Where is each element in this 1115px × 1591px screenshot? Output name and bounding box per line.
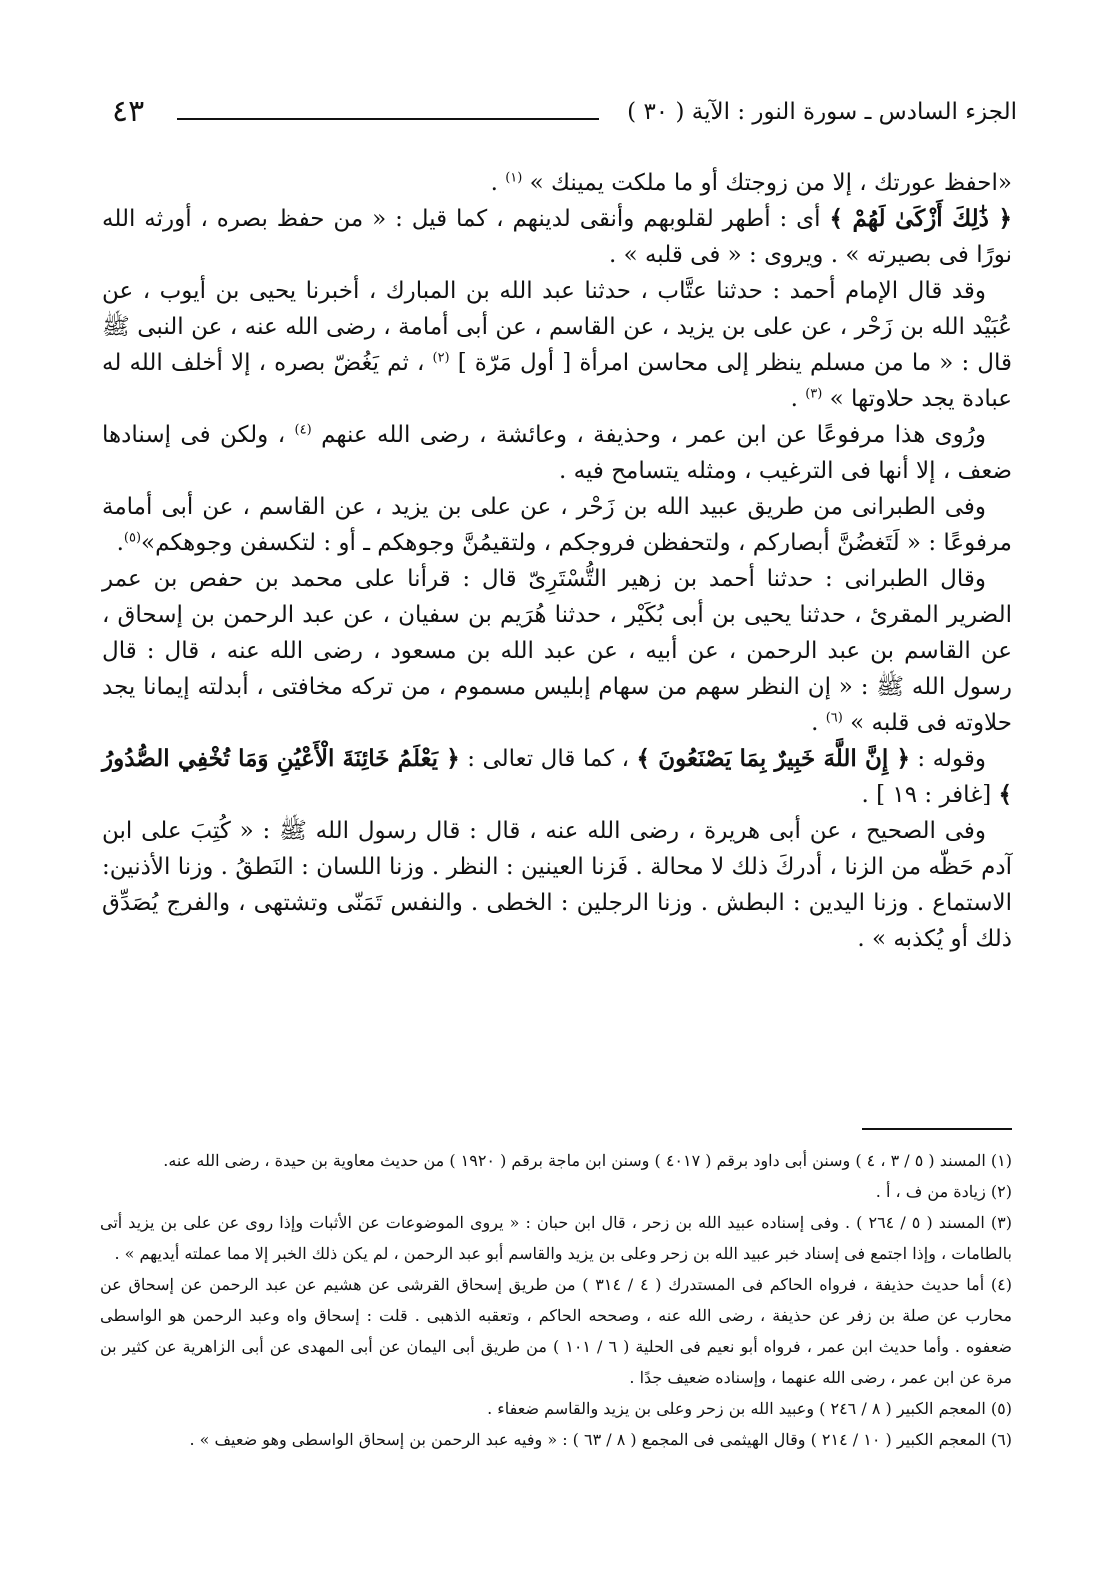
quran-verse-2: ﴿ يَعْلَمُ خَائِنَةَ الْأَعْيُنِ وَمَا تُخْفِي الصُّدُورُ ﴾ [102, 745, 1012, 808]
footnote-ref-5: (٥) [123, 530, 142, 546]
footnote-ref-3: (٣) [805, 386, 823, 402]
paragraph-3-text: وقد قال الإمام أحمد : حدثنا عتَّاب ، حدثنا عبد الله بن المبارك ، أخبرنا يحيى بن أيوب ، عن عُبَيْد الله بن زَحْر ، عن على بن يزيد ، عن القاسم ، عن أبى أمامة ، رضى الله عنه ، عن النبى ﷺ قال : « ما من مسلم ينظر إلى محاسن امرأة [ أول مَرّة ] [102, 278, 1013, 376]
page-header [112, 96, 1017, 132]
paragraph-6 [102, 561, 1012, 741]
paragraph-3-text-2: ، ثم يَغُضّ بصره ، إلا أخلف الله له عبادة يجد حلاوتها » [102, 350, 1012, 412]
paragraph-5-tail: . [116, 530, 124, 556]
paragraph-1-text: «احفظ عورتك ، إلا من زوجتك أو ما ملكت يمينك » [522, 170, 1012, 196]
paragraph-3-tail: . [790, 386, 806, 412]
footnote-5: (٥) المعجم الكبير ( ٨ / ٢٤٦ ) وعبيد الله بن زحر وعلى بن يزيد والقاسم ضعفاء . [487, 1399, 1012, 1418]
paragraph-2-text: أى : أطهر لقلوبهم وأنقى لدينهم ، كما قيل : « من حفظ بصره ، أورثه الله نورًا فى بصيرته » . ويروى : « فى قلبه » . [102, 206, 1012, 268]
paragraph-3 [102, 273, 1012, 417]
footnotes [100, 1145, 1012, 1455]
paragraph-5 [102, 489, 1012, 561]
footnote-separator [862, 1128, 1012, 1130]
header-rule [177, 118, 599, 120]
paragraph-7-tail: [غافر : ١٩ ] . [861, 782, 999, 808]
footnote-3: (٣) المسند ( ٥ / ٢٦٤ ) . وفى إسناده عبيد الله بن زحر ، قال ابن حبان : « يروى الموضوعات عن الأثبات وإذا روى عن على بن يزيد أتى بالطامات ، وإذا اجتمع فى إسناد خبر عبيد الله بن زحر وعلى بن يزيد والقاسم أبو عبد الرحمن ، لم يكن ذلك الخبر إلا مما عملته أيديهم » . [100, 1213, 1012, 1263]
running-title: الجزء السادس ـ سورة النور : الآية ( ٣٠ ) [627, 99, 1017, 125]
main-text [102, 165, 1012, 957]
paragraph-6-text: وقال الطبرانى : حدثنا أحمد بن زهير التُّسْتَرِىّ قال : قرأنا على محمد بن حفص بن عمر الضرير المقرئ ، حدثنا يحيى بن أبى بُكَيْر ، حدثنا هُرَيم بن سفيان ، عن عبد الرحمن بن إسحاق ، عن القاسم بن عبد الرحمن ، عن أبيه ، عن عبد الله بن مسعود ، رضى الله عنه ، قال : قال رسول الله ﷺ : « إن النظر سهم من سهام إبليس مسموم ، من تركه مخافتى ، أبدلته إيمانا يجد حلاوته فى قلبه » [102, 566, 1012, 736]
footnote-2: (٢) زيادة من ف ، أ . [875, 1182, 1012, 1201]
page-number: ٤٣ [112, 94, 145, 129]
paragraph-5-text: وفى الطبرانى من طريق عبيد الله بن زَحْر ، عن على بن يزيد ، عن القاسم ، عن أبى أمامة مرفوعًا : « لَتَغضُنَّ أبصاركم ، ولتحفظن فروجكم ، ولتقيمُنَّ وجوهكم ـ أو : لتكسفن وجوهكم» [102, 494, 1012, 556]
footnote-ref-1: (١) [505, 170, 523, 186]
paragraph-4-text: ورُوى هذا مرفوعًا عن ابن عمر ، وحذيفة ، وعائشة ، رضى الله عنهم [311, 422, 986, 448]
footnote-4: (٤) أما حديث حذيفة ، فرواه الحاكم فى المستدرك ( ٤ / ٣١٤ ) من طريق إسحاق القرشى عن هشيم عن عبد الرحمن عن إسحاق عن محارب عن صلة بن زفر عن حذيفة ، رضى الله عنه ، وصححه الحاكم ، وتعقبه الذهبى . قلت : إسحاق واه وعبد الرحمن هو الواسطى ضعفوه . وأما حديث ابن عمر ، فرواه أبو نعيم فى الحلية ( ٦ / ١٠١ ) من طريق أبى اليمان عن أبى المهدى عن أبى الزاهرية عن كثير بن مرة عن ابن عمر ، رضى الله عنهما ، وإسناده ضعيف جدًا . [100, 1275, 1013, 1387]
paragraph-1-tail: . [490, 170, 506, 196]
paragraph-1 [102, 165, 1012, 201]
paragraph-8 [102, 813, 1012, 957]
paragraph-2 [102, 201, 1012, 273]
quran-verse: ﴿ ذَٰلِكَ أَزْكَىٰ لَهُمْ ﴾ [829, 205, 1012, 232]
paragraph-4-tail: ، ولكن فى إسنادها ضعف ، إلا أنها فى الترغيب ، ومثله يتسامح فيه . [102, 422, 1012, 484]
paragraph-7-lead: وقوله : [909, 746, 986, 772]
footnote-ref-6: (٦) [825, 710, 843, 726]
paragraph-4 [102, 417, 1012, 489]
footnote-ref-4: (٤) [294, 422, 312, 438]
footnote-6: (٦) المعجم الكبير ( ١٠ / ٢١٤ ) وقال الهيثمى فى المجمع ( ٨ / ٦٣ ) : « وفيه عبد الرحمن بن إسحاق الواسطى وهو ضعيف » . [189, 1430, 1012, 1449]
paragraph-7 [102, 741, 1012, 813]
paragraph-7-mid: ، كما قال تعالى : [459, 746, 637, 772]
paragraph-8-text: وفى الصحيح ، عن أبى هريرة ، رضى الله عنه ، قال : قال رسول الله ﷺ : « كُتِبَ على ابن آدم حَظّه من الزنا ، أدركَ ذلك لا محالة . فَزنا العينين : النظر . وزنا اللسان : النَطقُ . وزنا الأذنين: الاستماع . وزنا اليدين : البطش . وزنا الرجلين : الخطى . والنفس تَمَنّى وتشتهى ، والفرج يُصَدِّق ذلك أو يُكذبه » . [102, 818, 1012, 952]
paragraph-6-tail: . [811, 710, 826, 736]
footnote-ref-2: (٢) [432, 350, 450, 366]
quran-verse-1: ﴿ إِنَّ اللَّهَ خَبِيرٌ بِمَا يَصْنَعُونَ ﴾ [636, 745, 910, 772]
footnote-1: (١) المسند ( ٥ / ٣ ، ٤ ) وسنن أبى داود برقم ( ٤٠١٧ ) وسنن ابن ماجة برقم ( ١٩٢٠ ) من حديث معاوية بن حيدة ، رضى الله عنه. [163, 1151, 1012, 1170]
